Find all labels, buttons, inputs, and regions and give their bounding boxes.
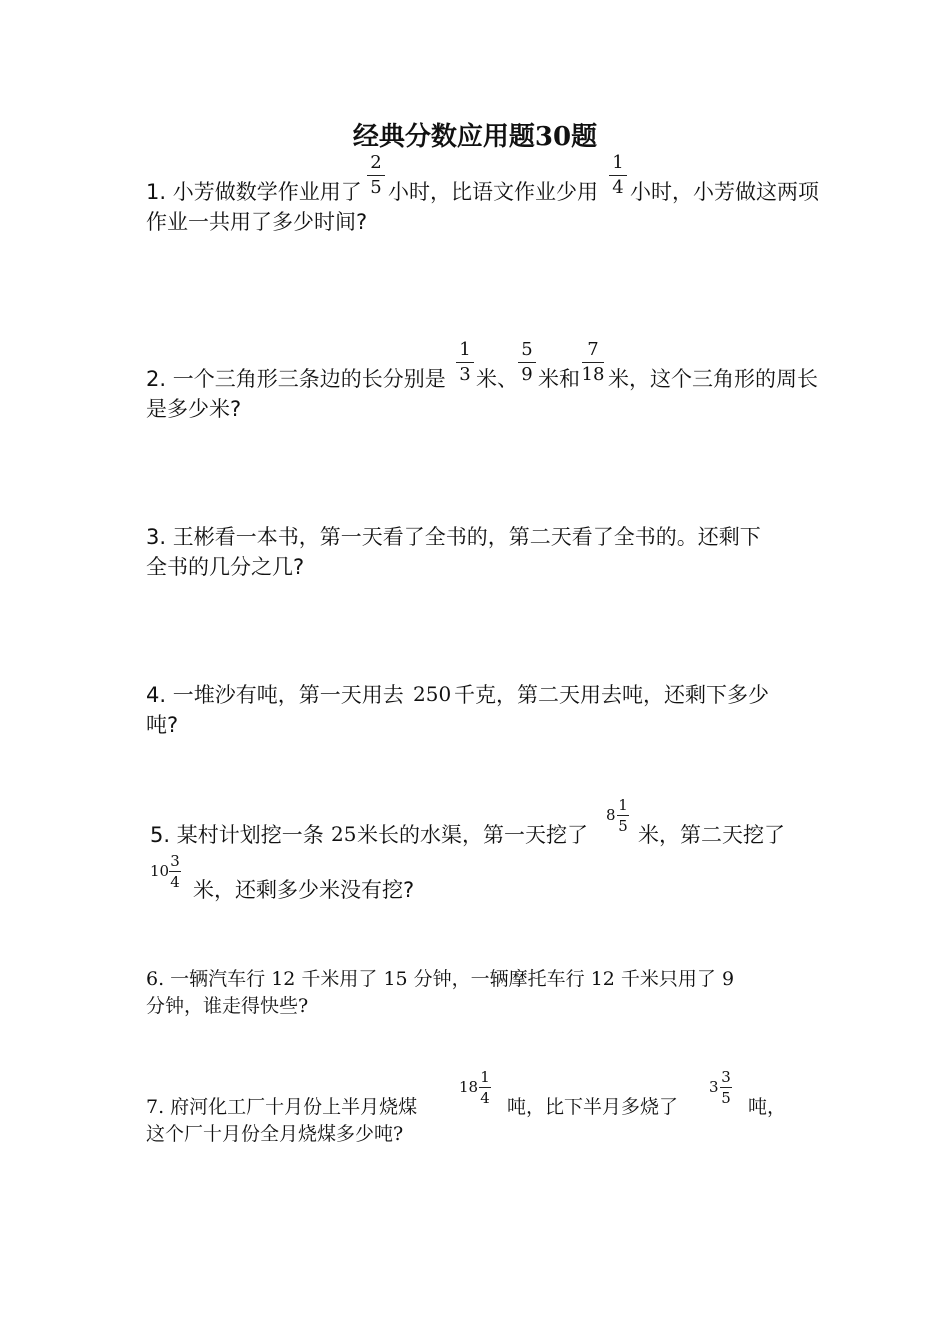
q6-text-line2: 分钟，谁走得快些?	[146, 995, 309, 1017]
q5-number: 25	[331, 822, 357, 846]
q5-m1-den: 5	[618, 817, 628, 835]
q5-m1-num: 1	[618, 796, 628, 814]
q5-m2-den: 4	[170, 873, 180, 891]
fraction-bar	[609, 175, 627, 176]
q2-fraction-3	[580, 339, 606, 386]
q7-m2-whole: 3	[709, 1078, 719, 1096]
q7-m2-num: 3	[721, 1068, 731, 1086]
fraction-bar	[518, 362, 536, 363]
fraction-bar	[617, 815, 629, 816]
q7-m1-whole: 18	[459, 1078, 479, 1096]
q7-text-a: 7. 府河化工厂十月份上半月烧煤	[146, 1096, 418, 1118]
q7-mixed-2	[718, 1068, 734, 1107]
q1-text-a: 1. 小芳做数学作业用了	[146, 180, 362, 204]
q7-mixed-1	[477, 1068, 493, 1107]
q1-fraction-2	[607, 152, 629, 199]
q1-text-b: 小时，比语文作业少用	[388, 180, 598, 204]
q7-m2-den: 5	[721, 1089, 731, 1107]
q5-text-a: 5. 某村计划挖一条	[150, 823, 324, 847]
q5-text-line2: 米，还剩多少米没有挖?	[193, 878, 415, 902]
q6-text-line1: 6. 一辆汽车行 12 千米用了 15 分钟，一辆摩托车行 12 千米只用了 9	[146, 968, 735, 990]
q7-m1-den: 4	[480, 1089, 490, 1107]
q1-text-line2: 作业一共用了多少时间?	[146, 210, 368, 234]
q2-f3-den: 18	[581, 364, 605, 385]
q5-text-b: 米长的水渠，第一天挖了	[357, 823, 588, 847]
q4-text-line2: 吨?	[146, 713, 179, 737]
fraction-bar	[169, 871, 181, 872]
q2-f2-den: 9	[521, 364, 533, 385]
q7-text-b: 吨，比下半月多烧了	[507, 1096, 679, 1118]
q4-text-b: 千克，第二天用去吨，还剩下多少	[454, 683, 769, 707]
q4-number: 250	[413, 682, 452, 706]
q2-fraction-2	[516, 339, 538, 386]
q3-text-line1: 3. 王彬看一本书，第一天看了全书的，第二天看了全书的。还剩下	[146, 525, 761, 549]
q5-mixed-2	[167, 852, 183, 891]
q1-fraction-1	[365, 152, 387, 199]
q2-text-a: 2. 一个三角形三条边的长分别是	[146, 367, 446, 391]
q5-text-c: 米，第二天挖了	[638, 823, 785, 847]
q5-m2-whole: 10	[150, 862, 170, 880]
q7-text-line2: 这个厂十月份全月烧煤多少吨?	[146, 1123, 404, 1145]
q1-f2-num: 1	[612, 152, 624, 173]
q2-text-b: 米、	[476, 367, 518, 391]
q2-fraction-1	[454, 339, 476, 386]
q2-text-line2: 是多少米?	[146, 397, 242, 421]
q2-f1-den: 3	[459, 364, 471, 385]
q1-f2-den: 4	[612, 177, 624, 198]
q1-text-c: 小时，小芳做这两项	[630, 180, 819, 204]
q7-m1-num: 1	[480, 1068, 490, 1086]
page-title: 经典分数应用题30题	[352, 122, 598, 152]
q2-text-c: 米和	[538, 367, 580, 391]
fraction-bar	[479, 1087, 491, 1088]
fraction-bar	[367, 175, 385, 176]
q1-f1-num: 2	[370, 152, 382, 173]
q7-text-c: 吨，	[748, 1096, 787, 1118]
fraction-bar	[456, 362, 474, 363]
q5-mixed-1	[615, 796, 631, 835]
q5-m2-num: 3	[170, 852, 180, 870]
q1-f1-den: 5	[370, 177, 382, 198]
q2-f2-num: 5	[521, 339, 533, 360]
q4-text-a: 4. 一堆沙有吨，第一天用去	[146, 683, 404, 707]
q3-text-line2: 全书的几分之几?	[146, 555, 305, 579]
q2-f3-num: 7	[587, 339, 599, 360]
q5-m1-whole: 8	[606, 806, 616, 824]
fraction-bar	[720, 1087, 732, 1088]
fraction-bar	[582, 362, 604, 363]
q2-text-d: 米，这个三角形的周长	[608, 367, 818, 391]
q2-f1-num: 1	[459, 339, 471, 360]
